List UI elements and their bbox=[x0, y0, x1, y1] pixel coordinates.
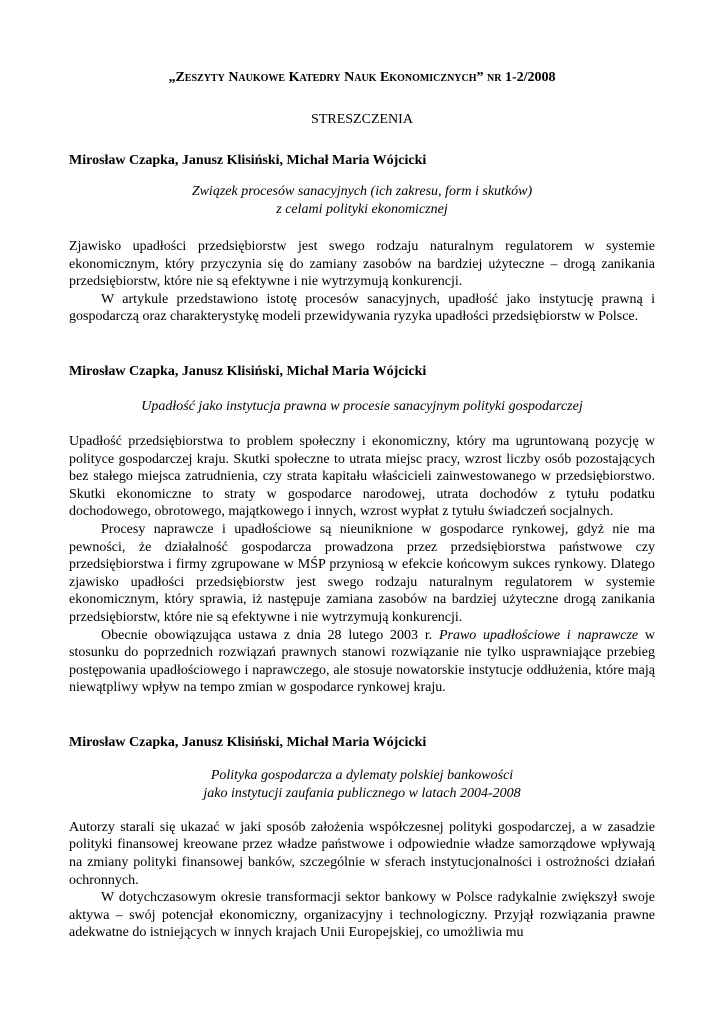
abstract-paragraph: Autorzy starali się ukazać w jaki sposób założenia współczesnej polityki gospodarczej, a w zasadzie polityki finansowej kreowane przez władze państwowe i odpowiednie władze samorządowe wpływają na zmiany polityki finansowej banków, szczególnie w sferach instytucjonalności i ostrożności działań ochronnych. bbox=[69, 819, 655, 888]
abstract-title-line: Polityka gospodarcza a dylematy polskiej bankowości bbox=[210, 767, 514, 783]
abstract-paragraph: Procesy naprawcze i upadłościowe są nieuniknione w gospodarce rynkowej, gdyż nie ma pewności, że działalność gospodarcza prowadzona przez przedsiębiorstwa państwowe czy przedsiębiorstwa i firmy zgrupowane w MŚP przyniosą w efekcie końcowym sukces rynkowy. Dlatego zjawisko upadłości przedsiębiorstw jest swego rodzaju naturalnym regulatorem w systemie ekonomicznym, który sprawia, iż następuje zamiana zasobów na bardziej użyteczne drogą zanikania przedsiębiorstw, które nie są efektywne i nie wytrzymują konkurencji. bbox=[69, 521, 655, 625]
abstract-paragraph: W dotychczasowym okresie transformacji sektor bankowy w Polsce radykalnie zwiększył swoje aktywa – swój potencjał ekonomiczny, organizacyjny i technologiczny. Przyjął rozwiązania prawne adekwatne do istniejących w innych krajach Unii Europejskiej, co umożliwia mu bbox=[69, 890, 655, 941]
abstract-title bbox=[69, 767, 655, 803]
abstract-authors: Mirosław Czapka, Janusz Klisiński, Michał Maria Wójcicki bbox=[69, 363, 427, 379]
abstract-paragraph: Upadłość przedsiębiorstwa to problem społeczny i ekonomiczny, który ma ugruntowaną pozycję w polityce gospodarczej kraju. Skutki społeczne to utrata miejsc pracy, wzrost liczby osób pozostających bez stałego miejsca zatrudnienia, czy strata kapitału właścicieli zainwestowanego w przedsiębiorstwo. Skutki ekonomiczne to straty w gospodarce narodowej, utrata dochodów z tytułu podatku dochodowego, obrotowego, majątkowego i innych, wzrost wypłat z tytułu świadczeń socjalnych. bbox=[69, 433, 655, 520]
journal-header bbox=[69, 69, 655, 86]
abstract-authors: Mirosław Czapka, Janusz Klisiński, Michał Maria Wójcicki bbox=[69, 153, 427, 168]
document-page bbox=[69, 60, 655, 942]
abstract-title bbox=[69, 183, 655, 219]
abstract-3 bbox=[69, 734, 655, 942]
law-title: Prawo upadłościowe i naprawcze bbox=[438, 627, 639, 643]
journal-name-open-quote: „ bbox=[168, 70, 176, 85]
journal-name: Zeszyty Naukowe Katedry Nauk Ekonomicznych” bbox=[175, 70, 484, 85]
section-title: STRESZCZENIA bbox=[311, 112, 413, 127]
abstract-title-line: Upadłość jako instytucja prawna w procesie sanacyjnym polityki gospodarczej bbox=[141, 398, 583, 414]
law-paragraph-before: Obecnie obowiązująca ustawa z dnia 28 lutego 2003 r. bbox=[101, 627, 439, 643]
abstract-authors: Mirosław Czapka, Janusz Klisiński, Michał Maria Wójcicki bbox=[69, 734, 427, 750]
abstract-paragraph: W artykule przedstawiono istotę procesów sanacyjnych, upadłość jako instytucję prawną i gospodarczą oraz charakterystykę modeli przewidywania ryzyka upadłości przedsiębiorstw w Polsce. bbox=[69, 291, 655, 325]
abstract-1 bbox=[69, 152, 655, 326]
abstract-title-line: Związek procesów sanacyjnych (ich zakresu, form i skutków) bbox=[191, 184, 533, 199]
abstract-paragraph bbox=[69, 627, 655, 697]
abstract-2 bbox=[69, 363, 655, 697]
abstract-title-line: jako instytucji zaufania publicznego w latach 2004-2008 bbox=[203, 785, 521, 801]
abstract-title-line: z celami polityki ekonomicznej bbox=[276, 202, 448, 217]
law-paragraph-after: w stosunku do poprzednich rozwiązań prawnych stanowi rozwiązanie nie tylko usprawniające przebieg postępowania upadłościowego i naprawczego, ale stosuje nowatorskie instytucje oddłużenia, które mają niewątpliwy wpływ na tempo zmian w gospodarce rynkowej kraju. bbox=[69, 627, 655, 696]
abstract-title bbox=[69, 398, 655, 416]
abstract-paragraph: Zjawisko upadłości przedsiębiorstw jest swego rodzaju naturalnym regulatorem w systemie ekonomicznym, który przyczynia się do zamiany zasobów na bardziej użyteczne – drogą zanikania przedsiębiorstw, które nie są efektywne i nie wytrzymują konkurencji. bbox=[69, 239, 655, 290]
journal-issue: nr 1-2/2008 bbox=[487, 70, 556, 85]
